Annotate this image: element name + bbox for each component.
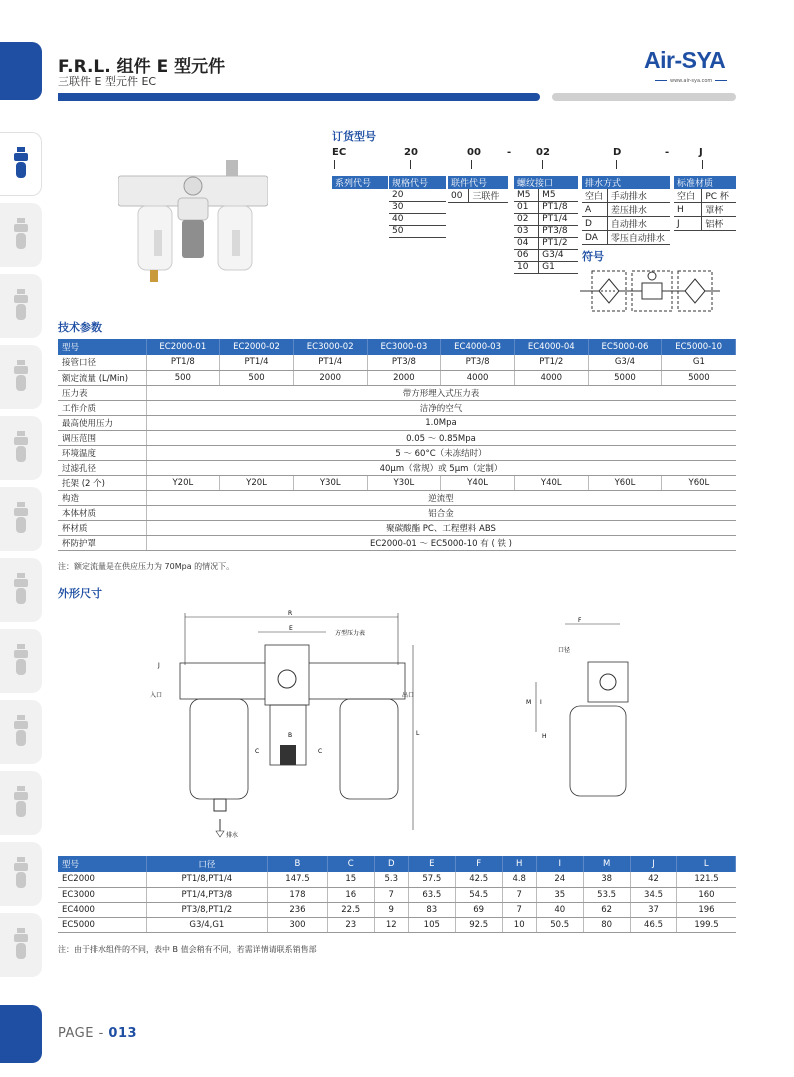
order-title: 订货型号 xyxy=(332,130,376,143)
dim-cell: 40 xyxy=(536,902,583,917)
dim-row xyxy=(58,872,736,887)
spec-label: 过滤孔径 xyxy=(58,460,146,475)
combo-header: 联件代号 xyxy=(448,176,508,189)
dim-header: I xyxy=(536,856,583,872)
spec-header: EC2000-02 xyxy=(220,339,294,355)
drawing-title: 外形尺寸 xyxy=(58,587,102,600)
dim-J: J xyxy=(158,662,160,669)
component-icon xyxy=(12,431,30,465)
spec-value: PT3/8 xyxy=(441,355,515,370)
order-row xyxy=(514,189,578,201)
dim-cell: 5.3 xyxy=(374,872,408,887)
dim-cell: 53.5 xyxy=(583,887,630,902)
sidebar-tab xyxy=(0,629,42,693)
dim-B: B xyxy=(288,732,293,739)
spec-value: Y60L xyxy=(662,475,736,490)
dim-header: H xyxy=(502,856,536,872)
order-row xyxy=(514,225,578,237)
spec-table xyxy=(58,339,736,551)
order-cell: 02 xyxy=(514,213,539,225)
brand-url: www.air-sya.com xyxy=(652,78,730,84)
order-cell: PC 杯 xyxy=(702,189,736,203)
spec-value: Y30L xyxy=(293,475,367,490)
spec-value: 聚碳酸酯 PC、工程塑料 ABS xyxy=(146,520,736,535)
order-cell: PT3/8 xyxy=(539,225,578,237)
code-series: EC xyxy=(332,147,347,158)
dim-cell: 92.5 xyxy=(455,917,502,932)
order-cell: 30 xyxy=(389,201,446,213)
component-icon xyxy=(12,715,30,749)
spec-value: 4000 xyxy=(514,370,588,385)
dim-cell: 69 xyxy=(455,902,502,917)
spec-header: EC4000-03 xyxy=(441,339,515,355)
port-header: 螺纹接口 xyxy=(514,176,578,189)
order-row xyxy=(389,201,446,213)
sidebar-tab xyxy=(0,416,42,480)
inlet-label: 入口 xyxy=(150,692,163,699)
sidebar-tab xyxy=(0,913,42,977)
order-cell: PT1/2 xyxy=(539,237,578,249)
dim-cell: 15 xyxy=(327,872,374,887)
order-row xyxy=(389,213,446,225)
code-tick xyxy=(410,160,411,169)
spec-label: 构造 xyxy=(58,490,146,505)
dim-header: E xyxy=(408,856,455,872)
component-icon xyxy=(12,218,30,252)
dim-cell: 42 xyxy=(630,872,677,887)
bowl-table xyxy=(674,176,736,231)
dim-header: M xyxy=(583,856,630,872)
order-cell: 04 xyxy=(514,237,539,249)
dim-cell: 178 xyxy=(268,887,328,902)
spec-label: 接管口径 xyxy=(58,355,146,370)
dim-cell: 83 xyxy=(408,902,455,917)
spec-value: Y30L xyxy=(367,475,441,490)
dim-cell: 16 xyxy=(327,887,374,902)
sidebar-tab xyxy=(0,842,42,906)
order-cell: 罩杯 xyxy=(702,203,736,217)
order-row xyxy=(582,189,670,203)
order-row xyxy=(582,231,670,245)
dim-H: H xyxy=(542,733,547,740)
spec-value: PT1/4 xyxy=(220,355,294,370)
code-tick xyxy=(542,160,543,169)
dim-C: C xyxy=(255,748,260,755)
drain-table xyxy=(582,176,670,245)
dim-cell: PT1/4,PT3/8 xyxy=(146,887,268,902)
footer-tab xyxy=(0,1005,42,1063)
spec-row xyxy=(58,490,736,505)
code-combo: 00 xyxy=(467,147,481,158)
order-cell: D xyxy=(582,217,607,231)
spec-row xyxy=(58,400,736,415)
dim-cell: G3/4,G1 xyxy=(146,917,268,932)
dim-header: C xyxy=(327,856,374,872)
dim-cell: PT3/8,PT1/2 xyxy=(146,902,268,917)
dim-row xyxy=(58,902,736,917)
spec-label: 工作介质 xyxy=(58,400,146,415)
dim-cell: 42.5 xyxy=(455,872,502,887)
spec-value: 5000 xyxy=(662,370,736,385)
sidebar-tab xyxy=(0,345,42,409)
spec-header: EC4000-04 xyxy=(514,339,588,355)
dim-cell: EC3000 xyxy=(58,887,146,902)
dim-cell: 62 xyxy=(583,902,630,917)
dim-M: M xyxy=(526,699,532,706)
dim-cell: 300 xyxy=(268,917,328,932)
component-icon xyxy=(12,857,30,891)
component-icon xyxy=(12,644,30,678)
dim-header: F xyxy=(455,856,502,872)
order-cell: 三联件 xyxy=(469,189,508,203)
dim-cell: EC4000 xyxy=(58,902,146,917)
code-dash: - xyxy=(665,147,670,158)
order-row xyxy=(514,237,578,249)
dim-cell: 63.5 xyxy=(408,887,455,902)
order-row xyxy=(582,217,670,231)
spec-value: Y40L xyxy=(441,475,515,490)
dim-cell: 46.5 xyxy=(630,917,677,932)
dimension-table xyxy=(58,856,736,933)
spec-value: PT1/8 xyxy=(146,355,220,370)
spec-label: 杯防护罩 xyxy=(58,535,146,550)
dim-cell: 50.5 xyxy=(536,917,583,932)
dim-cell: 38 xyxy=(583,872,630,887)
dim-cell: 12 xyxy=(374,917,408,932)
order-row xyxy=(389,225,446,237)
spec-label: 环境温度 xyxy=(58,445,146,460)
brand-logo: Air-SYA xyxy=(644,47,726,73)
order-row xyxy=(514,213,578,225)
spec-value: Y60L xyxy=(588,475,662,490)
spec-label: 托架 (2 个) xyxy=(58,475,146,490)
order-row xyxy=(674,203,736,217)
spec-row xyxy=(58,520,736,535)
spec-value: Y40L xyxy=(514,475,588,490)
sidebar-tab xyxy=(0,487,42,551)
dim-I: I xyxy=(540,699,542,706)
dim-cell: 105 xyxy=(408,917,455,932)
spec-row xyxy=(58,370,736,385)
dim-C: C xyxy=(318,748,323,755)
dim-header: J xyxy=(630,856,677,872)
dim-F: F xyxy=(578,617,582,624)
order-cell: 10 xyxy=(514,261,539,273)
side-view-drawing xyxy=(500,612,670,812)
dim-row xyxy=(58,887,736,902)
spec-header: EC5000-10 xyxy=(662,339,736,355)
order-cell: H xyxy=(674,203,702,217)
code-tick xyxy=(616,160,617,169)
order-cell: 自动排水 xyxy=(607,217,670,231)
dim-cell: 7 xyxy=(502,902,536,917)
order-row xyxy=(389,189,446,201)
order-cell: 06 xyxy=(514,249,539,261)
code-bowl: J xyxy=(699,147,703,158)
dim-cell: EC2000 xyxy=(58,872,146,887)
port-table xyxy=(514,176,578,274)
sidebar-tab xyxy=(0,274,42,338)
drain-label: 排水 xyxy=(226,832,239,839)
gauge-label: 方型压力表 xyxy=(335,630,366,637)
order-row xyxy=(514,201,578,213)
spec-value: G3/4 xyxy=(588,355,662,370)
page-prefix: PAGE - xyxy=(58,1026,109,1041)
dim-header: D xyxy=(374,856,408,872)
drain-header: 排水方式 xyxy=(582,176,670,189)
dim-cell: 54.5 xyxy=(455,887,502,902)
page-subtitle: 三联件 E 型元件 EC xyxy=(58,75,157,88)
header-blue-bar xyxy=(58,93,540,101)
dim-cell: 22.5 xyxy=(327,902,374,917)
sidebar-tab xyxy=(0,771,42,835)
spec-value: G1 xyxy=(662,355,736,370)
port-label: 口径 xyxy=(558,647,571,654)
code-port: 02 xyxy=(536,147,550,158)
series-table xyxy=(332,176,388,189)
bowl-header: 标准材质 xyxy=(674,176,736,189)
dim-cell: 23 xyxy=(327,917,374,932)
spec-row xyxy=(58,535,736,550)
order-row xyxy=(674,217,736,231)
dim-header: 口径 xyxy=(146,856,268,872)
order-cell: M5 xyxy=(539,189,578,201)
dim-cell: 4.8 xyxy=(502,872,536,887)
order-cell: 50 xyxy=(389,225,446,237)
component-icon xyxy=(12,928,30,962)
spec-value: 带方形埋入式压力表 xyxy=(146,385,736,400)
order-row xyxy=(448,189,508,203)
spec-value: 2000 xyxy=(367,370,441,385)
order-cell: 差压排水 xyxy=(607,203,670,217)
product-photo xyxy=(118,158,268,284)
spec-row xyxy=(58,355,736,370)
spec-header: EC2000-01 xyxy=(146,339,220,355)
symbol-diagram xyxy=(580,268,720,314)
order-cell: PT1/4 xyxy=(539,213,578,225)
spec-value: Y20L xyxy=(220,475,294,490)
spec-title: 技术参数 xyxy=(58,321,102,334)
order-cell: A xyxy=(582,203,607,217)
order-row xyxy=(582,203,670,217)
order-cell: G1 xyxy=(539,261,578,273)
series-header: 系列代号 xyxy=(332,176,388,189)
order-row xyxy=(514,261,578,273)
spec-header: EC3000-02 xyxy=(293,339,367,355)
dim-cell: 121.5 xyxy=(677,872,736,887)
order-row xyxy=(514,249,578,261)
spec-row xyxy=(58,385,736,400)
dim-cell: 236 xyxy=(268,902,328,917)
spec-label: 本体材质 xyxy=(58,505,146,520)
dim-cell: 147.5 xyxy=(268,872,328,887)
spec-row xyxy=(58,505,736,520)
outlet-label: 出口 xyxy=(402,692,415,699)
spec-row xyxy=(58,445,736,460)
sidebar-tab xyxy=(0,558,42,622)
spec-value: 500 xyxy=(146,370,220,385)
spec-value: 4000 xyxy=(441,370,515,385)
dim-cell: 199.5 xyxy=(677,917,736,932)
dim-cell: PT1/8,PT1/4 xyxy=(146,872,268,887)
component-icon xyxy=(12,502,30,536)
spec-value: 5000 xyxy=(588,370,662,385)
dim-cell: 35 xyxy=(536,887,583,902)
spec-label: 压力表 xyxy=(58,385,146,400)
spec-label: 杯材质 xyxy=(58,520,146,535)
dim-cell: 7 xyxy=(502,887,536,902)
page-title: F.R.L. 组件 E 型元件 xyxy=(58,57,226,77)
dim-cell: 37 xyxy=(630,902,677,917)
dim-cell: 10 xyxy=(502,917,536,932)
order-cell: 零压自动排水 xyxy=(607,231,670,245)
order-cell: 03 xyxy=(514,225,539,237)
spec-value: 2000 xyxy=(293,370,367,385)
order-cell: 00 xyxy=(448,189,469,203)
dim-E: E xyxy=(289,625,293,632)
dim-L: L xyxy=(416,730,420,737)
spec-note: 注：额定流量是在供应压力为 70Mpa 的情况下。 xyxy=(58,562,235,571)
order-cell: 手动排水 xyxy=(607,189,670,203)
spec-value: PT3/8 xyxy=(367,355,441,370)
sidebar-tab xyxy=(0,132,42,196)
spec-label: 最高使用压力 xyxy=(58,415,146,430)
order-cell: M5 xyxy=(514,189,539,201)
spec-value: 洁净的空气 xyxy=(146,400,736,415)
code-tick xyxy=(471,160,472,169)
dim-cell: EC5000 xyxy=(58,917,146,932)
spec-value: EC2000-01 ～ EC5000-10 有 ( 铁 ) xyxy=(146,535,736,550)
spec-value: 5 ～ 60°C（未冻结时） xyxy=(146,445,736,460)
page-number xyxy=(58,1026,137,1041)
order-cell: 空白 xyxy=(674,189,702,203)
size-header: 规格代号 xyxy=(389,176,446,189)
spec-row xyxy=(58,415,736,430)
header-grey-bar xyxy=(552,93,736,101)
dim-note: 注：由于排水组件的不同，表中 B 值会稍有不同，若需详情请联系销售部 xyxy=(58,945,317,954)
order-cell: G3/4 xyxy=(539,249,578,261)
spec-value: Y20L xyxy=(146,475,220,490)
spec-value: PT1/2 xyxy=(514,355,588,370)
spec-value: 1.0Mpa xyxy=(146,415,736,430)
order-cell: 01 xyxy=(514,201,539,213)
spec-label: 额定流量 (L/Min) xyxy=(58,370,146,385)
component-icon xyxy=(12,360,30,394)
spec-value: PT1/4 xyxy=(293,355,367,370)
spec-header: EC3000-03 xyxy=(367,339,441,355)
spec-value: 500 xyxy=(220,370,294,385)
dim-cell: 160 xyxy=(677,887,736,902)
order-cell: PT1/8 xyxy=(539,201,578,213)
size-table xyxy=(389,176,446,238)
spec-value: 逆流型 xyxy=(146,490,736,505)
dim-cell: 196 xyxy=(677,902,736,917)
order-cell: 40 xyxy=(389,213,446,225)
dim-cell: 9 xyxy=(374,902,408,917)
code-drain: D xyxy=(613,147,622,158)
dim-cell: 34.5 xyxy=(630,887,677,902)
spec-header: EC5000-06 xyxy=(588,339,662,355)
order-row xyxy=(674,189,736,203)
dim-cell: 57.5 xyxy=(408,872,455,887)
combo-table xyxy=(448,176,508,203)
spec-row xyxy=(58,460,736,475)
order-cell: DA xyxy=(582,231,607,245)
component-icon xyxy=(12,786,30,820)
sidebar-tab xyxy=(0,203,42,267)
symbol-title: 符号 xyxy=(582,250,604,263)
dim-row xyxy=(58,917,736,932)
spec-value: 铝合金 xyxy=(146,505,736,520)
component-icon xyxy=(12,289,30,323)
dim-header: B xyxy=(268,856,328,872)
order-cell: 空白 xyxy=(582,189,607,203)
dim-R: R xyxy=(288,610,293,617)
page-num: 013 xyxy=(108,1026,138,1041)
code-dash: - xyxy=(507,147,512,158)
order-cell: J xyxy=(674,217,702,231)
spec-row xyxy=(58,475,736,490)
component-icon xyxy=(12,147,30,181)
spec-value: 40μm（常规）或 5μm（定制） xyxy=(146,460,736,475)
dim-cell: 7 xyxy=(374,887,408,902)
dim-cell: 80 xyxy=(583,917,630,932)
code-tick xyxy=(702,160,703,169)
sidebar-tab xyxy=(0,700,42,764)
spec-label: 调压范围 xyxy=(58,430,146,445)
front-view-drawing xyxy=(140,605,440,845)
spec-value: 0.05 ～ 0.85Mpa xyxy=(146,430,736,445)
dim-cell: 24 xyxy=(536,872,583,887)
header-tab xyxy=(0,42,42,100)
dim-header: 型号 xyxy=(58,856,146,872)
spec-header: 型号 xyxy=(58,339,146,355)
order-cell: 铝杯 xyxy=(702,217,736,231)
order-cell: 20 xyxy=(389,189,446,201)
code-size: 20 xyxy=(404,147,418,158)
dim-header: L xyxy=(677,856,736,872)
code-tick xyxy=(334,160,335,169)
component-icon xyxy=(12,573,30,607)
spec-row xyxy=(58,430,736,445)
